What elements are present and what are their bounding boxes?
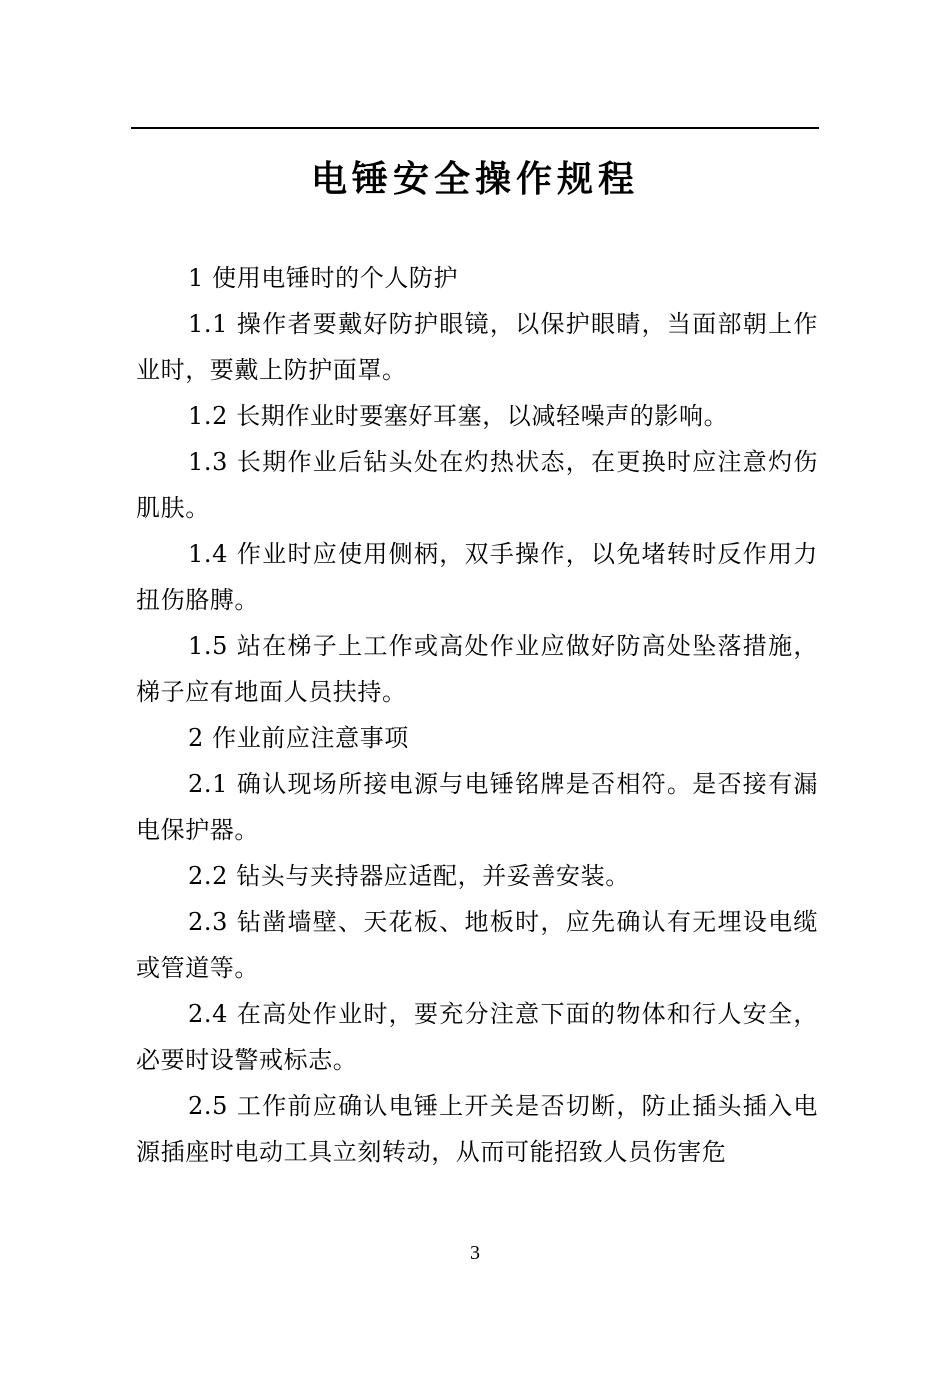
- document-body: [136, 255, 818, 1175]
- page-number: 3: [470, 1242, 480, 1264]
- paragraph-2-3: 2.3 钻凿墙壁、天花板、地板时，应先确认有无埋设电缆或管道等。: [136, 908, 818, 982]
- paragraph-1-4: 1.4 作业时应使用侧柄，双手操作，以免堵转时反作用力扭伤胳膊。: [136, 540, 818, 614]
- paragraph-1-2: 1.2 长期作业时要塞好耳塞，以减轻噪声的影响。: [188, 402, 729, 430]
- paragraph-2-2: 2.2 钻头与夹持器应适配，并妥善安装。: [188, 862, 630, 890]
- header-rule: [131, 127, 819, 129]
- paragraph-1-5: 1.5 站在梯子上工作或高处作业应做好防高处坠落措施，梯子应有地面人员扶持。: [136, 632, 818, 706]
- paragraph-1-3: 1.3 长期作业后钻头处在灼热状态，在更换时应注意灼伤肌肤。: [136, 448, 818, 522]
- paragraph-2-4: 2.4 在高处作业时，要充分注意下面的物体和行人安全，必要时设警戒标志。: [136, 1000, 818, 1074]
- section-heading-2: 2 作业前应注意事项: [188, 724, 409, 752]
- page-title: 电锤安全操作规程: [310, 159, 639, 200]
- paragraph-1-1: 1.1 操作者要戴好防护眼镜，以保护眼睛，当面部朝上作业时，要戴上防护面罩。: [136, 310, 818, 384]
- paragraph-2-5: 2.5 工作前应确认电锤上开关是否切断，防止插头插入电源插座时电动工具立刻转动，从而可能招致人员伤害危: [136, 1092, 818, 1166]
- paragraph-2-1: 2.1 确认现场所接电源与电锤铭牌是否相符。是否接有漏电保护器。: [136, 770, 818, 844]
- section-heading-1: 1 使用电锤时的个人防护: [188, 264, 459, 292]
